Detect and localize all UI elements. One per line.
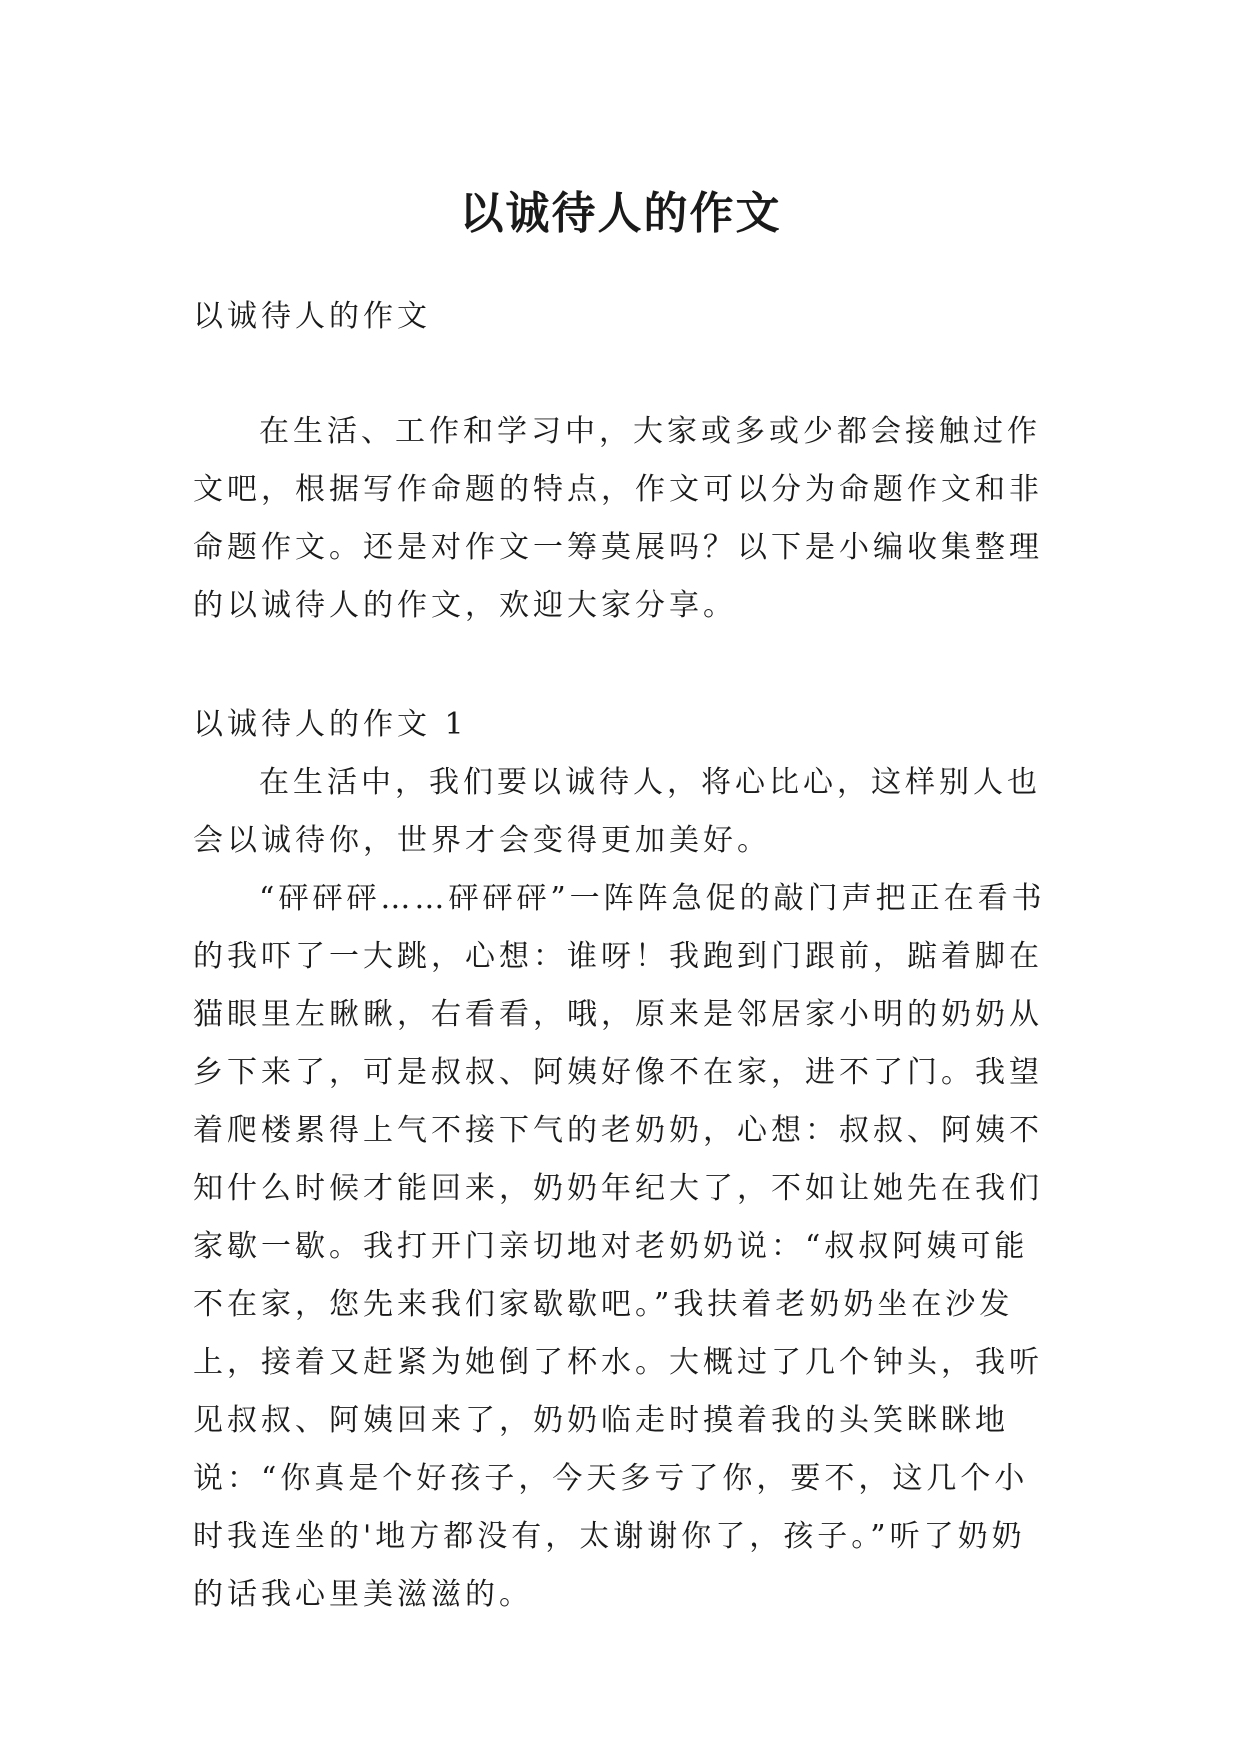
document-title: 以诚待人的作文: [459, 188, 782, 240]
document-subtitle: 以诚待人的作文: [193, 299, 431, 334]
section-heading: 以诚待人的作文 1: [193, 707, 468, 742]
body-paragraph-1: 在生活中，我们要以诚待人，将心比心，这样别人也会以诚待你，世界才会变得更加美好。: [193, 765, 1041, 858]
intro-paragraph: 在生活、工作和学习中，大家或多或少都会接触过作文吧，根据写作命题的特点，作文可以分为命题作文和非命题作文。还是对作文一筹莫展吗？以下是小编收集整理的以诚待人的作文，欢迎大家分享。: [193, 414, 1043, 623]
body-paragraph-2: “砰砰砰……砰砰砰”一阵阵急促的敲门声把正在看书的我吓了一大跳，心想：谁呀！我跑到门跟前，踮着脚在猫眼里左瞅瞅，右看看，哦，原来是邻居家小明的奶奶从乡下来了，可是叔叔、阿姨好像不在家，进不了门。我望着爬楼累得上气不接下气的老奶奶，心想：叔叔、阿姨不知什么时候才能回来，奶奶年纪大了，不如让她先在我们家歇一歇。我打开门亲切地对老奶奶说：“叔叔阿姨可能不在家，您先来我们家歇歇吧。”我扶着老奶奶坐在沙发上，接着又赶紧为她倒了杯水。大概过了几个钟头，我听见叔叔、阿姨回来了，奶奶临走时摸着我的头笑眯眯地说：“你真是个好孩子，今天多亏了你，要不，这几个小时我连坐的'地方都没有，太谢谢你了，孩子。”听了奶奶的话我心里美滋滋的。: [193, 881, 1046, 1612]
